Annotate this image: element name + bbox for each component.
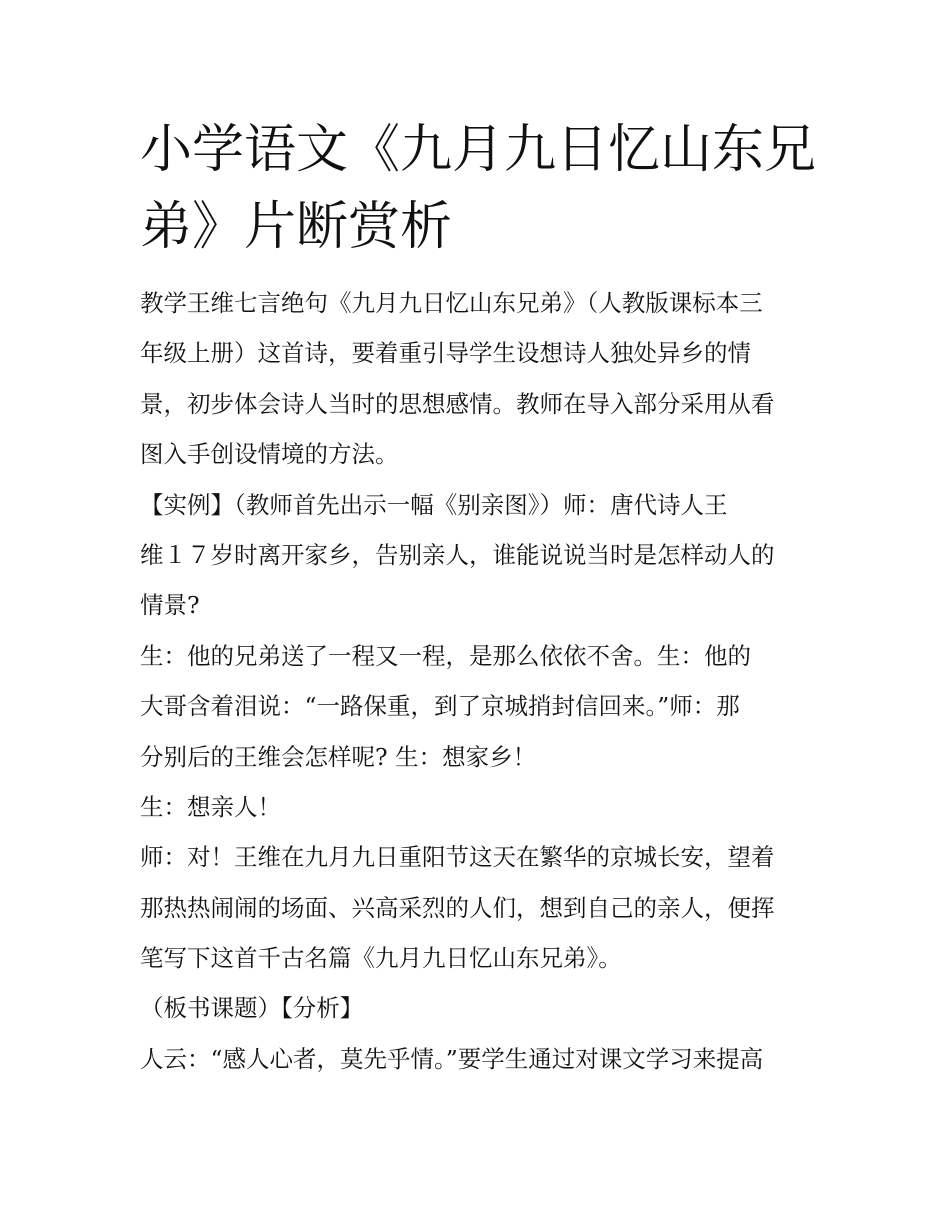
body-line: 分别后的王维会怎样呢? 生：想家乡！ [140,742,537,771]
body-line: 图入手创设情境的方法。 [140,440,399,469]
body-line: （板书课题）【分析】 [140,994,364,1023]
body-line: 教学王维七言绝句《九月九日忆山东兄弟》（人教版课标本三 [140,289,763,317]
body-line: 那热热闹闹的场面、兴高采烈的人们，想到自己的亲人，便挥 [140,893,775,922]
body-line: 景，初步体会诗人当时的思想感情。教师在导入部分采用从看 [140,389,775,418]
body-line: 生：想亲人！ [140,792,281,821]
document-body [140,278,830,1084]
body-line: 年级上册）这首诗，要着重引导学生设想诗人独处异乡的情 [140,339,751,368]
document-title [140,112,840,266]
title-line: 小学语文《九月九日忆山东兄 [140,120,817,180]
body-line: 生：他的兄弟送了一程又一程，是那么依依不舍。生：他的 [140,641,751,670]
body-line: 【实例】（教师首先出示一幅《别亲图》）师：唐代诗人王 [140,490,728,519]
title-line: 弟》片断赏析 [140,197,453,257]
body-line: 情景? [140,591,200,620]
body-line: 笔写下这首千古名篇《九月九日忆山东兄弟》。 [140,944,622,973]
body-line: 人云：“感人心者，莫先乎情。”要学生通过对课文学习来提高 [140,1044,764,1073]
body-line: 维１７岁时离开家乡，告别亲人，谁能说说当时是怎样动人的 [140,540,775,569]
body-line: 大哥含着泪说：“一路保重，到了京城捎封信回来。”师：那 [140,692,740,721]
body-line: 师：对！王维在九月九日重阳节这天在繁华的京城长安，望着 [140,843,775,872]
